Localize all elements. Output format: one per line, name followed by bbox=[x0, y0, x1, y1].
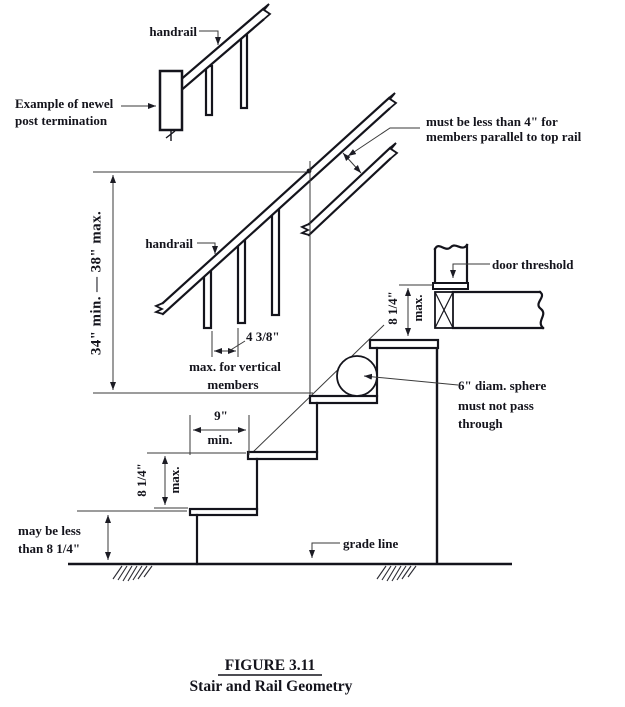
label-sphere-line3: through bbox=[458, 416, 503, 431]
rail-reference-dot bbox=[307, 169, 312, 174]
leader-line bbox=[197, 243, 215, 254]
label-threshold-height: 8 1/4" bbox=[384, 291, 400, 325]
door-break-line bbox=[435, 245, 467, 249]
tread-landing bbox=[370, 340, 438, 348]
handrail-body bbox=[163, 98, 389, 314]
leader-line bbox=[199, 31, 218, 45]
label-newel-line2: post termination bbox=[15, 113, 108, 128]
label-handrail-top: handrail bbox=[149, 24, 197, 39]
label-riser-height-qual: max. bbox=[166, 466, 182, 494]
newel-rail-break bbox=[263, 4, 270, 20]
member-break-upper bbox=[390, 143, 397, 159]
handrail-break-upper bbox=[389, 93, 396, 109]
leader-handrail-top bbox=[199, 31, 218, 45]
label-newel-line1: Example of newel bbox=[15, 96, 114, 111]
label-grade-line: grade line bbox=[343, 536, 399, 551]
label-tread-depth: 9" bbox=[214, 408, 228, 423]
sphere-circle bbox=[337, 356, 377, 396]
label-handrail-mid: handrail bbox=[145, 236, 193, 251]
handrail-bottom-edge bbox=[163, 109, 389, 314]
dim-baluster-spacing bbox=[212, 328, 245, 357]
leader-door-threshold bbox=[453, 264, 490, 278]
label-rail-height-range: 34" min. — 38" max. bbox=[88, 210, 105, 356]
figure-number: FIGURE 3.11 bbox=[224, 657, 316, 674]
label-baluster-note-line1: max. for vertical bbox=[189, 359, 281, 374]
newel-baluster-2 bbox=[241, 33, 247, 108]
member-break-lower bbox=[302, 224, 309, 235]
label-sphere-line2: must not pass bbox=[458, 398, 534, 413]
label-threshold-height-qual: max. bbox=[409, 294, 425, 322]
label-parallel-gap-line1: must be less than 4" for bbox=[426, 114, 558, 129]
hatch-marks-left bbox=[113, 566, 152, 581]
baluster-2 bbox=[238, 239, 245, 323]
threshold-bar bbox=[433, 283, 468, 289]
newel-post-continuation-tick bbox=[166, 130, 175, 141]
handrail-assembly bbox=[156, 93, 396, 328]
tread-3 bbox=[310, 396, 377, 403]
label-door-threshold: door threshold bbox=[492, 257, 574, 272]
label-bottom-riser-line1: may be less bbox=[18, 523, 81, 538]
label-tread-depth-qual: min. bbox=[207, 432, 233, 447]
grade-line bbox=[68, 564, 512, 581]
gap-arrow bbox=[343, 153, 361, 173]
leader-handrail-mid bbox=[197, 243, 215, 254]
tread-2 bbox=[248, 452, 317, 459]
hatch-marks-right bbox=[377, 566, 416, 581]
dim-riser-height bbox=[147, 453, 246, 508]
label-parallel-gap-line2: members parallel to top rail bbox=[426, 129, 582, 144]
newel-post bbox=[160, 71, 182, 130]
leader-grade-line bbox=[312, 543, 340, 558]
leader-line bbox=[453, 264, 490, 278]
newel-rail-body bbox=[178, 9, 263, 93]
label-sphere-line1: 6" diam. sphere bbox=[458, 378, 547, 393]
label-bottom-riser-line2: than 8 1/4" bbox=[18, 541, 81, 556]
label-baluster-spacing: 4 3/8" bbox=[246, 329, 280, 344]
leader-line bbox=[229, 341, 245, 351]
floor-break-line bbox=[538, 292, 543, 328]
handrail-top-edge bbox=[163, 98, 389, 303]
tread-bottom bbox=[190, 509, 257, 515]
dim-bottom-riser bbox=[77, 511, 187, 560]
newel-rail-top-edge bbox=[178, 9, 263, 82]
baluster-3 bbox=[272, 208, 279, 315]
label-baluster-note-line2: members bbox=[207, 377, 259, 392]
newel-baluster-1 bbox=[206, 66, 212, 115]
figure-title: Stair and Rail Geometry bbox=[189, 678, 353, 695]
handrail-break-lower bbox=[156, 303, 163, 314]
floor-slab bbox=[453, 292, 543, 328]
leader-line bbox=[312, 543, 340, 558]
baluster-1 bbox=[204, 270, 211, 328]
parallel-rail-member bbox=[302, 143, 397, 235]
figure-caption bbox=[190, 657, 353, 695]
label-riser-height: 8 1/4" bbox=[133, 463, 149, 497]
